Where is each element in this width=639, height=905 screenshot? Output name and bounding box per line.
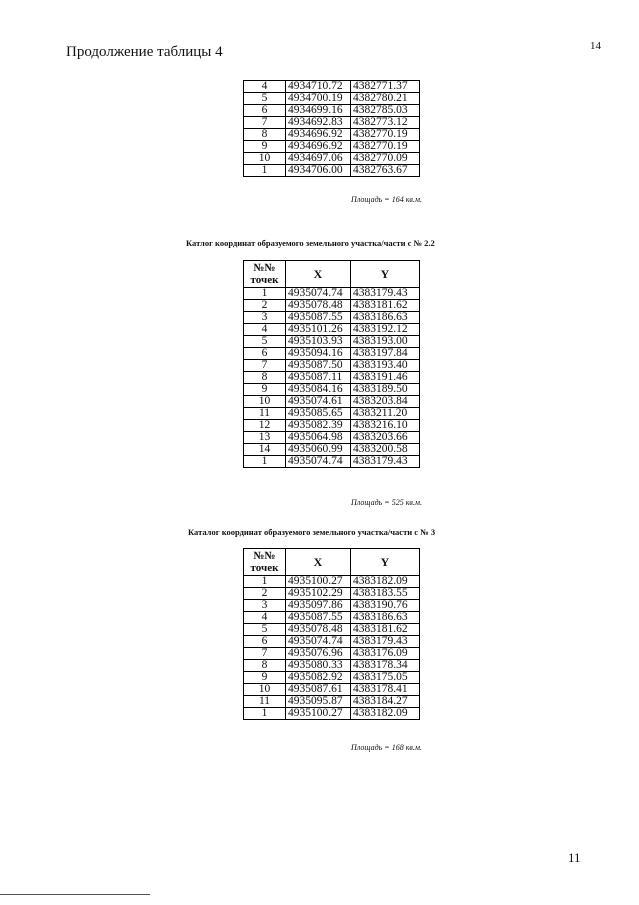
cell-x: 4935084.16 [286,384,351,396]
cell-x: 4935060.99 [286,444,351,456]
cell-x: 4935085.65 [286,408,351,420]
cell-point-number: 9 [244,384,286,396]
page-number-bottom: 11 [568,850,581,865]
cell-y: 4383186.63 [351,312,420,324]
footer-divider [0,894,150,895]
table-header-row [244,549,420,576]
area-note-3: Площадь = 168 кв.м. [351,743,423,752]
table-row [244,612,420,624]
cell-point-number: 1 [244,708,286,720]
cell-x: 4935074.74 [286,288,351,300]
cell-point-number: 7 [244,648,286,660]
cell-x: 4935102.29 [286,588,351,600]
cell-point-number: 6 [244,348,286,360]
table-row [244,129,420,141]
cell-y: 4383179.43 [351,636,420,648]
cell-x: 4934696.92 [286,129,351,141]
cell-point-number: 7 [244,360,286,372]
cell-y: 4383211.20 [351,408,420,420]
cell-point-number: 9 [244,672,286,684]
cell-x: 4935087.55 [286,612,351,624]
cell-y: 4383203.66 [351,432,420,444]
cell-x: 4935074.74 [286,636,351,648]
cell-point-number: 5 [244,624,286,636]
cell-point-number: 1 [244,165,286,177]
continuation-title: Продолжение таблицы 4 [66,44,223,60]
header-num-line2: точек [250,274,279,286]
cell-x: 4935078.48 [286,624,351,636]
cell-y: 4382773.12 [351,117,420,129]
table-row [244,288,420,300]
catalog-title-2-2: Катлог координат образуемого земельного участка/части с № 2.2 [186,238,435,248]
cell-point-number: 7 [244,117,286,129]
table-row [244,420,420,432]
header-num-line1: №№ [253,550,276,562]
cell-point-number: 4 [244,81,286,93]
cell-y: 4383178.41 [351,684,420,696]
cell-point-number: 10 [244,153,286,165]
cell-x: 4935082.39 [286,420,351,432]
table-row [244,117,420,129]
table-row [244,93,420,105]
table-row [244,396,420,408]
table-row [244,636,420,648]
header-x: X [286,549,351,576]
cell-point-number: 4 [244,324,286,336]
table-row [244,105,420,117]
cell-x: 4935100.27 [286,708,351,720]
catalog-title-3: Каталог координат образуемого земельного участка/части с № 3 [188,527,436,537]
cell-point-number: 11 [244,696,286,708]
table-row [244,708,420,720]
cell-x: 4935100.27 [286,576,351,588]
table-row [244,672,420,684]
page-number-top: 14 [590,40,601,52]
cell-x: 4935087.55 [286,312,351,324]
cell-point-number: 2 [244,300,286,312]
coordinates-table-continuation [243,80,420,177]
cell-y: 4382770.19 [351,141,420,153]
cell-point-number: 6 [244,636,286,648]
cell-y: 4383182.09 [351,708,420,720]
cell-y: 4382785.03 [351,105,420,117]
table-row [244,576,420,588]
cell-point-number: 1 [244,456,286,468]
cell-y: 4383197.84 [351,348,420,360]
cell-x: 4935103.93 [286,336,351,348]
cell-y: 4383181.62 [351,624,420,636]
header-point-number [244,549,286,576]
cell-y: 4382780.21 [351,93,420,105]
cell-point-number: 6 [244,105,286,117]
cell-point-number: 8 [244,660,286,672]
table-row [244,360,420,372]
header-y: Y [351,549,420,576]
table-row [244,684,420,696]
table-row [244,348,420,360]
cell-x: 4935094.16 [286,348,351,360]
table-row [244,660,420,672]
table-row [244,372,420,384]
cell-y: 4383179.43 [351,288,420,300]
cell-y: 4383179.43 [351,456,420,468]
cell-x: 4935095.87 [286,696,351,708]
table-row [244,444,420,456]
cell-point-number: 5 [244,93,286,105]
cell-y: 4383189.50 [351,384,420,396]
cell-y: 4383216.10 [351,420,420,432]
cell-point-number: 11 [244,408,286,420]
table-header-row [244,261,420,288]
cell-y: 4382771.37 [351,81,420,93]
cell-x: 4935087.61 [286,684,351,696]
cell-point-number: 8 [244,372,286,384]
table-row [244,81,420,93]
cell-point-number: 8 [244,129,286,141]
cell-x: 4935087.11 [286,372,351,384]
header-num-line1: №№ [253,262,276,274]
cell-y: 4383175.05 [351,672,420,684]
cell-x: 4934696.92 [286,141,351,153]
cell-point-number: 12 [244,420,286,432]
header-num-line2: точек [250,562,279,574]
cell-point-number: 3 [244,312,286,324]
table-row [244,141,420,153]
cell-point-number: 10 [244,396,286,408]
cell-x: 4935080.33 [286,660,351,672]
cell-x: 4934697.06 [286,153,351,165]
cell-y: 4383200.58 [351,444,420,456]
table-row [244,165,420,177]
cell-y: 4383183.55 [351,588,420,600]
cell-x: 4935074.74 [286,456,351,468]
cell-point-number: 9 [244,141,286,153]
cell-x: 4934699.16 [286,105,351,117]
coordinates-table-2-2 [243,260,420,468]
cell-x: 4935078.48 [286,300,351,312]
cell-y: 4383176.09 [351,648,420,660]
cell-x: 4935087.50 [286,360,351,372]
cell-x: 4934706.00 [286,165,351,177]
table-row [244,648,420,660]
header-y: Y [351,261,420,288]
cell-x: 4935082.92 [286,672,351,684]
cell-x: 4935076.96 [286,648,351,660]
cell-x: 4935064.98 [286,432,351,444]
area-note-2: Площадь = 525 кв.м. [351,498,423,507]
cell-y: 4383186.63 [351,612,420,624]
table-row [244,300,420,312]
cell-x: 4935101.26 [286,324,351,336]
cell-point-number: 14 [244,444,286,456]
cell-x: 4935074.61 [286,396,351,408]
header-point-number [244,261,286,288]
cell-point-number: 1 [244,576,286,588]
table-row [244,456,420,468]
cell-y: 4382763.67 [351,165,420,177]
cell-point-number: 4 [244,612,286,624]
cell-y: 4383184.27 [351,696,420,708]
cell-point-number: 10 [244,684,286,696]
table-row [244,696,420,708]
cell-y: 4383192.12 [351,324,420,336]
table-row [244,600,420,612]
cell-point-number: 3 [244,600,286,612]
cell-x: 4935097.86 [286,600,351,612]
area-note-1: Площадь = 164 кв.м. [351,195,423,204]
cell-x: 4934692.83 [286,117,351,129]
cell-point-number: 5 [244,336,286,348]
cell-y: 4383203.84 [351,396,420,408]
cell-y: 4383182.09 [351,576,420,588]
cell-y: 4382770.09 [351,153,420,165]
cell-y: 4383193.40 [351,360,420,372]
cell-point-number: 2 [244,588,286,600]
table-row [244,384,420,396]
cell-y: 4383178.34 [351,660,420,672]
table-row [244,324,420,336]
cell-x: 4934700.19 [286,93,351,105]
table-row [244,624,420,636]
table-row [244,432,420,444]
table-row [244,153,420,165]
table-row [244,408,420,420]
cell-y: 4383191.46 [351,372,420,384]
cell-x: 4934710.72 [286,81,351,93]
table-row [244,336,420,348]
cell-point-number: 1 [244,288,286,300]
table-row [244,312,420,324]
cell-y: 4382770.19 [351,129,420,141]
cell-y: 4383181.62 [351,300,420,312]
cell-y: 4383190.76 [351,600,420,612]
header-x: X [286,261,351,288]
table-row [244,588,420,600]
coordinates-table-3 [243,548,420,720]
cell-point-number: 13 [244,432,286,444]
cell-y: 4383193.00 [351,336,420,348]
